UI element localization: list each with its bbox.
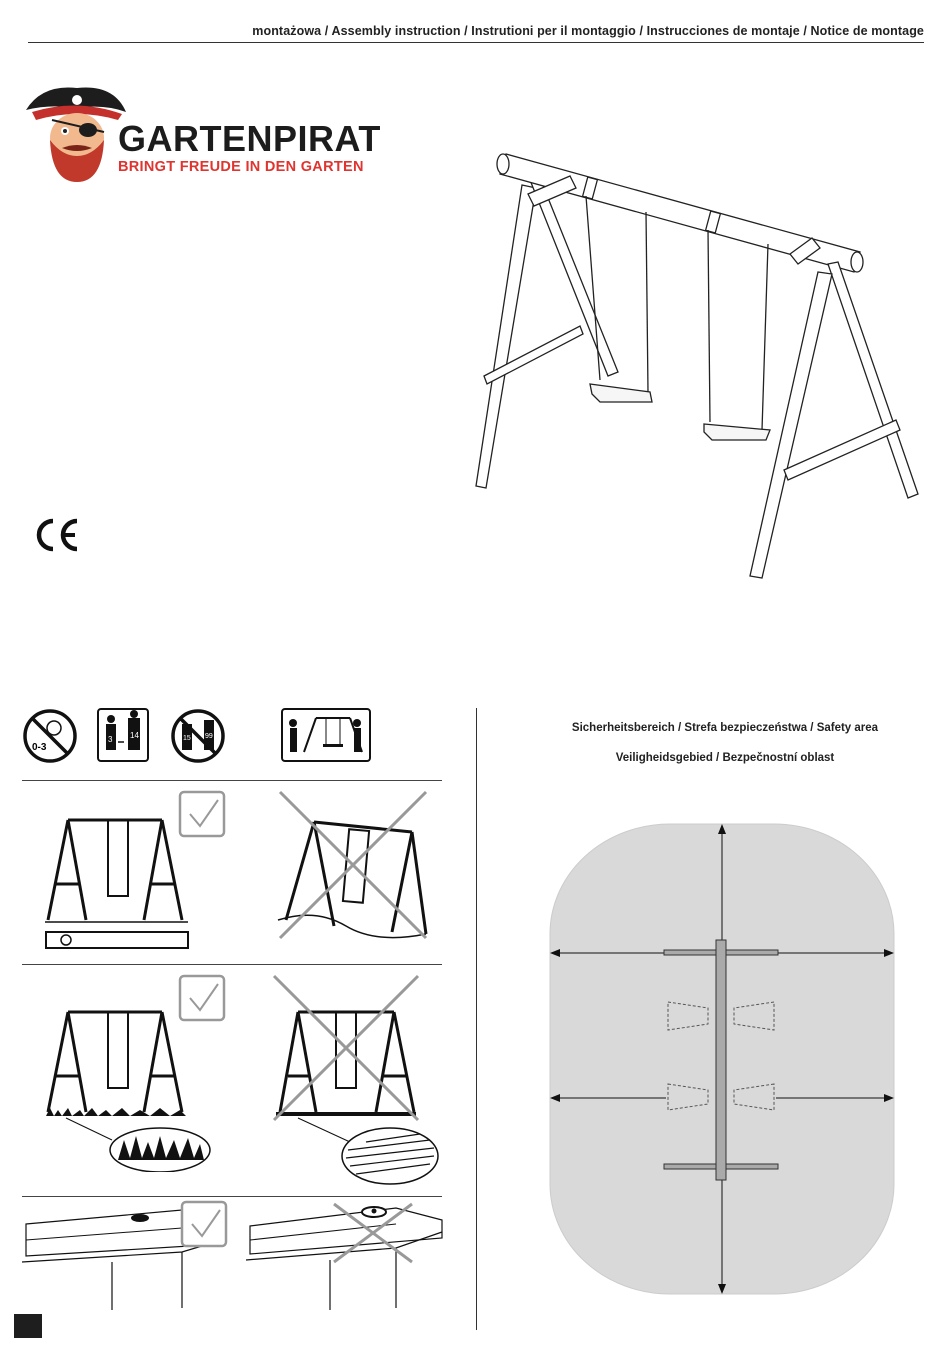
adult-supervision-icon xyxy=(282,709,370,761)
grass-ground-correct-panel xyxy=(40,972,230,1172)
panel-divider xyxy=(22,964,442,965)
panel-divider xyxy=(22,1196,442,1197)
uneven-ground-wrong-panel xyxy=(276,788,436,943)
safety-area-title: Sicherheitsbereich / Strefa bezpieczeństwa / Safety area xyxy=(571,722,879,734)
age-from: 3 xyxy=(108,735,113,744)
safety-area-diagram xyxy=(548,822,896,1297)
swing-set-illustration xyxy=(440,140,930,585)
section-divider xyxy=(476,708,477,1330)
ce-mark-icon xyxy=(33,515,81,555)
warning-icons-row xyxy=(20,706,380,766)
paved-ground-wrong-panel xyxy=(270,972,442,1192)
page-marker xyxy=(14,1314,42,1338)
level-ground-correct-panel xyxy=(40,788,230,956)
header-divider xyxy=(28,42,924,43)
anchor-protruding-wrong-panel xyxy=(246,1200,446,1312)
check-icon xyxy=(180,792,224,836)
panel-divider xyxy=(22,780,442,781)
safety-area-subtitle: Veiligheidsgebied / Bezpečnostní oblast xyxy=(615,752,835,764)
adult-from: 15 xyxy=(183,735,191,742)
anchor-flush-correct-panel xyxy=(22,1200,232,1312)
page-header-title: montażowa / Assembly instruction / Instrutioni per il montaggio / Instrucciones de montaje / Notice de montage xyxy=(252,24,924,38)
adult-to: 99 xyxy=(205,733,213,740)
check-icon xyxy=(182,1202,226,1246)
brand-name: GARTENPIRAT xyxy=(118,118,381,159)
pirate-mascot-icon xyxy=(22,82,132,187)
age-range-icon xyxy=(98,709,148,761)
age-restriction-label: 0-3 xyxy=(32,742,47,753)
check-icon xyxy=(180,976,224,1020)
brand-slogan: BRINGT FREUDE IN DEN GARTEN xyxy=(118,159,364,175)
age-to: 14 xyxy=(130,731,139,740)
no-adults-icon xyxy=(173,711,223,761)
no-small-children-icon xyxy=(25,711,75,761)
